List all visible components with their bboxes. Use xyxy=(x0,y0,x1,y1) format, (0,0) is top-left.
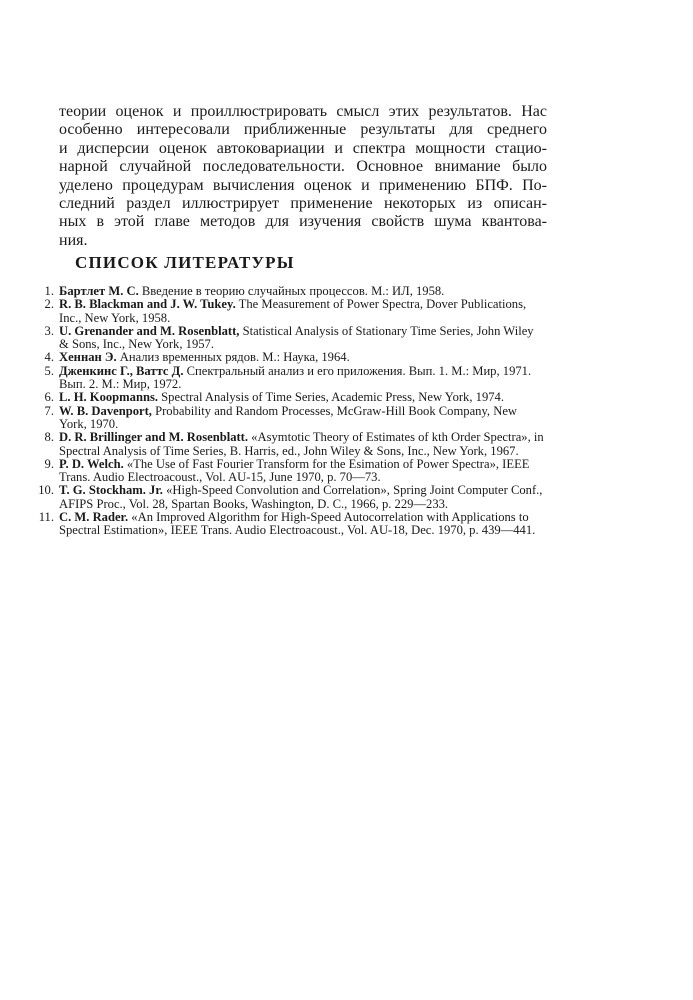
reference-text: Спектральный анализ и его приложения. Вып. 1. М.: Мир, 1971. Вып. 2. М.: Мир, 1972. xyxy=(59,363,532,392)
reference-authors: Бартлет М. С. xyxy=(59,284,139,298)
reference-number: 4. xyxy=(44,350,54,365)
reference-item xyxy=(33,484,545,511)
reference-number: 6. xyxy=(44,390,54,405)
reference-item xyxy=(33,365,545,392)
reference-number: 10. xyxy=(38,483,54,498)
reference-item xyxy=(33,351,545,364)
reference-authors: W. B. Davenport, xyxy=(59,403,152,418)
paragraph-line: ния. xyxy=(59,231,88,249)
reference-text: «The Use of Fast Fourier Transform for the Esimation of Power Spectra», IEEE Trans. Audio Electroacoust., Vol. AU-15, June 1970, p. 70—73. xyxy=(59,456,530,485)
reference-text: Анализ временных рядов. М.: Наука, 1964. xyxy=(116,350,350,365)
reference-authors: T. G. Stockham. Jr. xyxy=(59,483,163,498)
reference-list xyxy=(33,285,545,538)
reference-text: «An Improved Algorithm for High-Speed Autocorrelation with Applications to Spectral Estimation», IEEE Trans. Audio Electroacoust., Vol. AU-18, Dec. 1970, p. 439—441. xyxy=(59,510,536,538)
reference-authors: P. D. Welch. xyxy=(59,456,124,471)
reference-item xyxy=(33,298,545,325)
reference-authors: U. Grenander and M. Rosenblatt, xyxy=(59,323,240,338)
paragraph-line: уделено процедурам вычисления оценок и применению БПФ. По- xyxy=(59,176,547,194)
reference-item xyxy=(33,391,545,404)
reference-text: «Asymtotic Theory of Estimates of kth Order Spectra», in Spectral Analysis of Time Series, B. Harris, ed., John Wiley & Sons, Inc., New York, 1967. xyxy=(59,430,544,458)
reference-text: Spectral Analysis of Time Series, Academic Press, New York, 1974. xyxy=(158,390,504,405)
reference-item xyxy=(33,511,545,538)
reference-authors: Хеннан Э. xyxy=(59,350,117,365)
closing-paragraph xyxy=(59,103,547,250)
reference-authors: L. H. Koopmanns. xyxy=(59,390,159,405)
reference-text: Введение в теорию случайных процессов. М.: ИЛ, 1958. xyxy=(138,284,445,298)
paragraph-line: следний раздел иллюстрирует применение некоторых из описан- xyxy=(59,195,547,213)
reference-number: 2. xyxy=(44,297,54,312)
reference-authors: D. R. Brillinger and M. Rosenblatt. xyxy=(59,430,249,445)
paragraph-line: теории оценок и проиллюстрировать смысл этих результатов. Нас xyxy=(59,103,547,120)
reference-authors: R. B. Blackman and J. W. Tukey. xyxy=(59,297,236,312)
reference-number: 11. xyxy=(38,510,54,525)
reference-number: 3. xyxy=(44,323,54,338)
reference-text: «High-Speed Convolution and Correlation», Spring Joint Computer Conf., AFIPS Proc., Vol. 28, Spartan Books, Washington, D. C., 1966, p. 229—233. xyxy=(59,483,543,511)
reference-text: Probability and Random Processes, McGraw-Hill Book Company, New York, 1970. xyxy=(59,403,518,431)
section-heading: СПИСОК ЛИТЕРАТУРЫ xyxy=(75,253,295,272)
reference-item xyxy=(33,431,545,458)
reference-number: 5. xyxy=(44,363,54,378)
reference-authors: C. M. Rader. xyxy=(59,510,129,525)
reference-item xyxy=(33,405,545,432)
reference-item xyxy=(33,458,545,485)
paragraph-line: ных в этой главе методов для изучения свойств шума квантова- xyxy=(59,213,547,231)
reference-item xyxy=(33,285,545,298)
paragraph-line: особенно интересовали приближенные результаты для среднего xyxy=(59,121,547,139)
reference-authors: Дженкинс Г., Ваттс Д. xyxy=(59,363,184,378)
reference-number: 7. xyxy=(44,403,54,418)
reference-number: 8. xyxy=(44,430,54,445)
paragraph-line: и дисперсии оценок автоковариации и спектра мощности стацио- xyxy=(59,139,547,157)
reference-number: 1. xyxy=(44,284,54,298)
reference-item xyxy=(33,325,545,352)
reference-number: 9. xyxy=(44,456,54,471)
reference-text: Statistical Analysis of Stationary Time Series, John Wiley & Sons, Inc., New York, 1957. xyxy=(59,323,534,352)
reference-text: The Measurement of Power Spectra, Dover Publications, Inc., New York, 1958. xyxy=(59,297,527,325)
paragraph-line: нарной случайной последовательности. Основное внимание было xyxy=(59,158,547,176)
